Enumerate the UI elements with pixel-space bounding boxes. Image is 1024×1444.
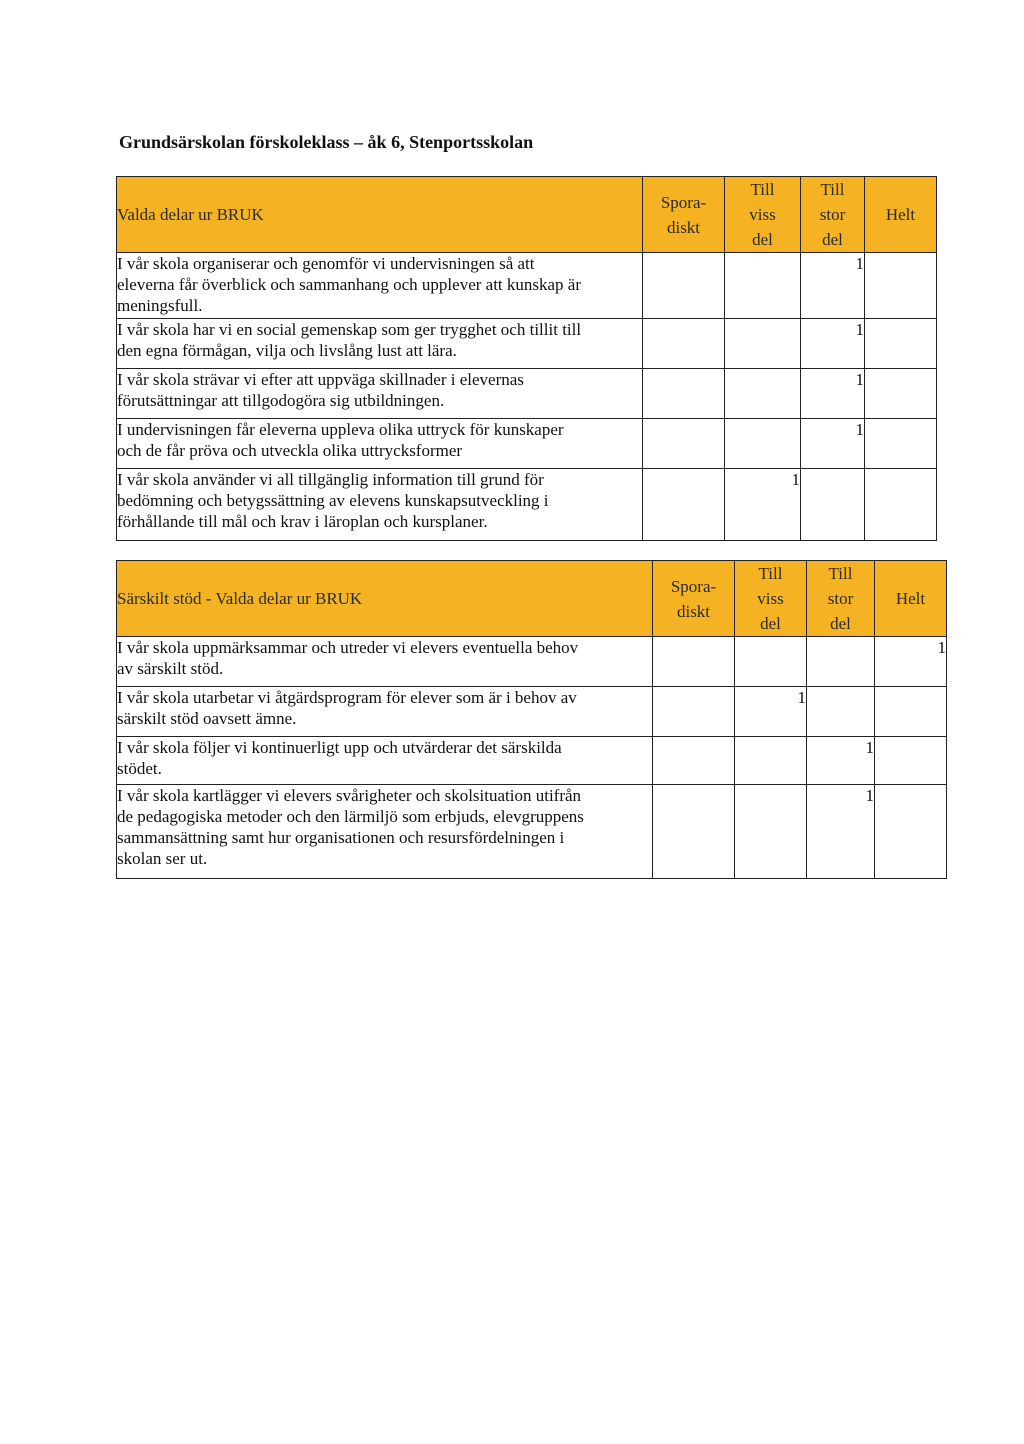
column-header-sporadiskt: Spora- diskt [643,177,725,253]
rating-till-viss-del [725,419,801,469]
column-header-helt: Helt [875,561,947,637]
rating-till-viss-del [735,637,807,687]
rating-till-viss-del: 1 [725,469,801,541]
rating-sporadiskt [643,469,725,541]
table-heading: Särskilt stöd - Valda delar ur BRUK [117,561,653,637]
rating-sporadiskt [643,253,725,319]
rating-sporadiskt [643,419,725,469]
rating-till-stor-del [801,469,865,541]
bruk-table [116,176,937,541]
table-row [117,785,947,879]
statement-cell: I vår skola använder vi all tillgänglig information till grund för bedömning och betygssättning av elevens kunskapsutveckling i förhållande till mål och krav i läroplan och kursplaner. [117,469,643,541]
rating-sporadiskt [653,637,735,687]
rating-till-viss-del [725,253,801,319]
statement-cell: I undervisningen får eleverna uppleva olika uttryck för kunskaper och de får pröva och utveckla olika uttrycksformer [117,419,643,469]
rating-till-viss-del [735,737,807,785]
statement-cell: I vår skola organiserar och genomför vi undervisningen så att eleverna får överblick och sammanhang och upplever att kunskap är meningsfull. [117,253,643,319]
table-row [117,469,937,541]
rating-helt [865,419,937,469]
statement-cell: I vår skola utarbetar vi åtgärdsprogram för elever som är i behov av särskilt stöd oavsett ämne. [117,687,653,737]
rating-till-stor-del [807,687,875,737]
column-header-till-viss-del: Till viss del [725,177,801,253]
rating-helt [865,319,937,369]
table-heading: Valda delar ur BRUK [117,177,643,253]
column-header-till-stor-del: Till stor del [801,177,865,253]
rating-helt [865,469,937,541]
statement-cell: I vår skola har vi en social gemenskap som ger trygghet och tillit till den egna förmågan, vilja och livslång lust att lära. [117,319,643,369]
rating-helt [865,369,937,419]
table-row [117,369,937,419]
rating-till-stor-del: 1 [807,737,875,785]
rating-sporadiskt [643,369,725,419]
statement-cell: I vår skola uppmärksammar och utreder vi elevers eventuella behov av särskilt stöd. [117,637,653,687]
rating-till-viss-del [725,369,801,419]
rating-helt [865,253,937,319]
table-row [117,319,937,369]
column-header-till-viss-del: Till viss del [735,561,807,637]
rating-till-stor-del: 1 [801,253,865,319]
table-header-row [117,177,937,253]
table-row [117,687,947,737]
column-header-till-stor-del: Till stor del [807,561,875,637]
page-title: Grundsärskolan förskoleklass – åk 6, Stenportsskolan [119,132,534,152]
rating-helt [875,687,947,737]
table-row [117,419,937,469]
rating-helt [875,785,947,879]
rating-till-stor-del: 1 [801,369,865,419]
rating-sporadiskt [643,319,725,369]
rating-till-stor-del: 1 [801,319,865,369]
rating-till-stor-del: 1 [801,419,865,469]
table-row [117,637,947,687]
rating-sporadiskt [653,687,735,737]
rating-till-stor-del [807,637,875,687]
column-header-helt: Helt [865,177,937,253]
rating-helt [875,737,947,785]
table-header-row [117,561,947,637]
rating-sporadiskt [653,785,735,879]
table-row [117,253,937,319]
rating-sporadiskt [653,737,735,785]
statement-cell: I vår skola strävar vi efter att uppväga skillnader i elevernas förutsättningar att tillgodogöra sig utbildningen. [117,369,643,419]
statement-cell: I vår skola kartlägger vi elevers svårigheter och skolsituation utifrån de pedagogiska metoder och den lärmiljö som erbjuds, elevgruppens sammansättning samt hur organisationen och resursfördelningen i skolan ser ut. [117,785,653,879]
column-header-sporadiskt: Spora- diskt [653,561,735,637]
rating-till-viss-del [735,785,807,879]
rating-helt: 1 [875,637,947,687]
rating-till-viss-del [725,319,801,369]
table-row [117,737,947,785]
statement-cell: I vår skola följer vi kontinuerligt upp och utvärderar det särskilda stödet. [117,737,653,785]
rating-till-stor-del: 1 [807,785,875,879]
rating-till-viss-del: 1 [735,687,807,737]
sarskilt-stod-table [116,560,947,879]
